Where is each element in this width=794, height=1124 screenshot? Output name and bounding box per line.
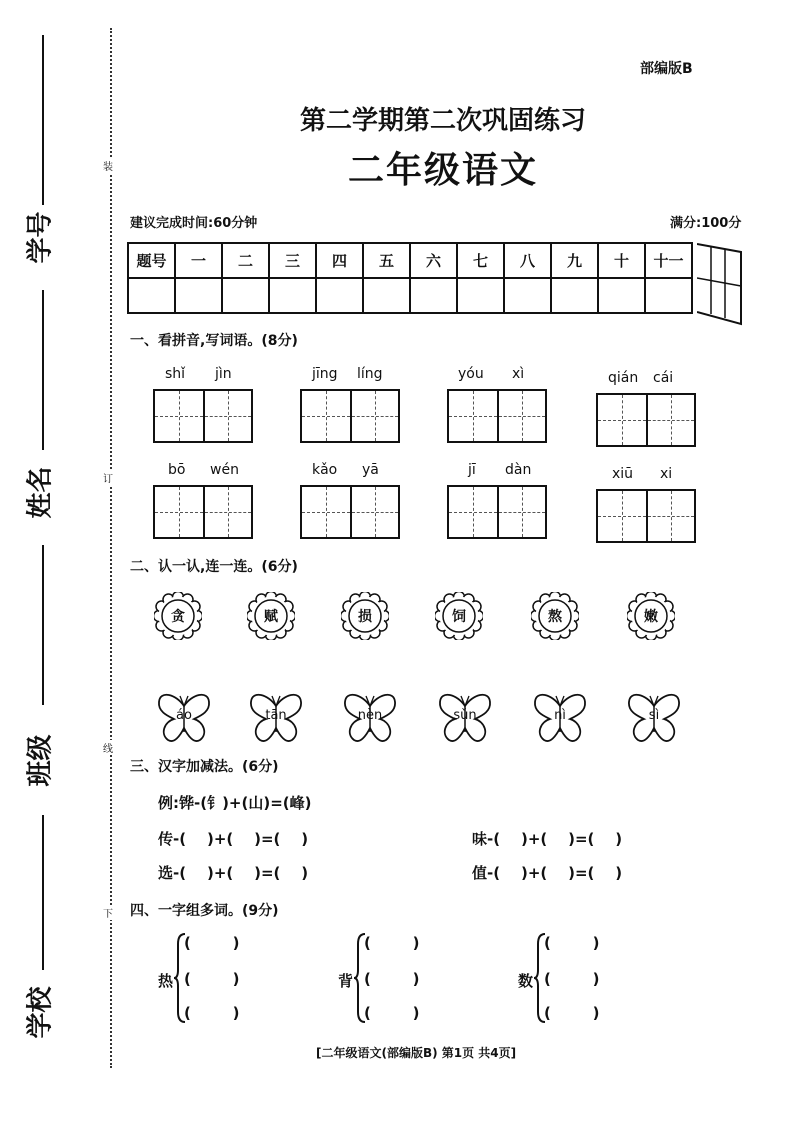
score-cell[interactable] [128,278,175,313]
pinyin: qián [608,370,639,386]
answer-blank[interactable]: ( ) [184,934,240,952]
pinyin: yā [362,462,379,478]
pinyin: jī [468,462,476,478]
answer-blank[interactable]: ( ) [544,1004,600,1022]
answer-blank[interactable]: ( ) [364,970,420,988]
section-4-title: 四、一字组多词。(9分) [130,903,279,919]
flower-char[interactable] [341,592,389,640]
writing-grid[interactable] [447,485,547,539]
score-header-cell: 二 [222,243,269,278]
score-header-cell: 十一 [645,243,692,278]
margin-line-3 [42,545,44,705]
margin-line-1 [42,35,44,205]
score-table-flap [697,242,743,326]
score-header-cell: 一 [175,243,222,278]
edition-label: 部编版B [640,61,693,77]
margin-mark: 线 [103,740,113,755]
answer-blank[interactable]: ( ) [544,934,600,952]
char-label: 贪 [171,609,185,625]
flower-char[interactable] [154,592,202,640]
answer-blank[interactable]: ( ) [184,970,240,988]
score-cell[interactable] [598,278,645,313]
pinyin: xiū [612,466,634,482]
score-header-cell: 八 [504,243,551,278]
pinyin: jìn [215,366,232,382]
char-label: 熬 [548,609,562,625]
butterfly-pinyin[interactable] [437,692,493,746]
full-score: 满分:100分 [670,216,742,231]
score-header-cell: 五 [363,243,410,278]
flower-char[interactable] [435,592,483,640]
pinyin-label: sǔn [453,708,477,723]
score-cell[interactable] [551,278,598,313]
equation[interactable]: 值-( )+( )=( ) [472,864,623,882]
char-label: 损 [358,609,372,625]
pinyin: kǎo [312,462,338,478]
section-3-title: 三、汉字加减法。(6分) [130,759,279,775]
score-cell[interactable] [645,278,692,313]
score-table-score-row [128,278,692,313]
margin-mark: 订 [103,470,113,485]
pinyin-label: áo [176,708,192,723]
equation[interactable]: 选-( )+( )=( ) [158,864,309,882]
score-header-cell: 十 [598,243,645,278]
butterfly-pinyin[interactable] [342,692,398,746]
writing-grid[interactable] [300,485,400,539]
pinyin-label: nì [554,708,566,723]
pinyin: bō [168,462,186,478]
score-header-cell: 题号 [128,243,175,278]
school-label: 学校 [25,986,56,1039]
char-label: 赋 [264,609,278,625]
flower-char[interactable] [627,592,675,640]
margin-line-2 [42,290,44,450]
char-label: 饲 [452,609,466,625]
score-header-cell: 九 [551,243,598,278]
writing-grid[interactable] [596,489,696,543]
example-equation: 例:铧-(钅)+(山)=(峰) [158,794,312,812]
answer-blank[interactable]: ( ) [364,934,420,952]
char-label: 嫩 [644,609,658,625]
butterfly-pinyin[interactable] [532,692,588,746]
equation[interactable]: 传-( )+( )=( ) [158,830,309,848]
writing-grid[interactable] [300,389,400,443]
answer-blank[interactable]: ( ) [364,1004,420,1022]
writing-grid[interactable] [153,485,253,539]
margin-mark: 装 [103,158,113,173]
score-cell[interactable] [363,278,410,313]
exam-title: 第二学期第二次巩固练习 [300,106,587,136]
score-header-cell: 三 [269,243,316,278]
pinyin: shǐ [165,366,186,382]
score-header-cell: 六 [410,243,457,278]
score-cell[interactable] [504,278,551,313]
pinyin: jīng [312,366,338,382]
target-char: 背 [338,972,354,990]
margin-mark: 下 [103,905,113,920]
flower-char[interactable] [247,592,295,640]
student-name-label: 姓名 [25,466,56,519]
class-label: 班级 [25,734,56,787]
pinyin: líng [357,366,383,382]
pinyin: dàn [505,462,532,478]
exam-subtitle: 二年级语文 [348,150,539,191]
equation[interactable]: 味-( )+( )=( ) [472,830,623,848]
score-header-cell: 四 [316,243,363,278]
writing-grid[interactable] [596,393,696,447]
pinyin: xì [512,366,525,382]
score-cell[interactable] [410,278,457,313]
writing-grid[interactable] [153,389,253,443]
score-cell[interactable] [269,278,316,313]
pinyin: yóu [458,366,484,382]
score-table-header-row [128,243,692,278]
section-2-title: 二、认一认,连一连。(6分) [130,559,298,575]
section-1-title: 一、看拼音,写词语。(8分) [130,333,298,349]
flower-char[interactable] [531,592,579,640]
score-table [127,242,693,314]
pinyin-label: sì [648,708,660,723]
pinyin: cái [653,370,674,386]
margin-line-4 [42,815,44,970]
butterfly-pinyin[interactable] [156,692,212,746]
suggested-time: 建议完成时间:60分钟 [130,216,258,231]
target-char: 热 [158,972,174,990]
pinyin: wén [210,462,239,478]
page-footer: [二年级语文(部编版B) 第1页 共4页] [316,1046,517,1060]
writing-grid[interactable] [447,389,547,443]
target-char: 数 [518,972,534,990]
score-cell[interactable] [175,278,222,313]
score-cell[interactable] [222,278,269,313]
score-cell[interactable] [316,278,363,313]
answer-blank[interactable]: ( ) [544,970,600,988]
answer-blank[interactable]: ( ) [184,1004,240,1022]
student-number-label: 学号 [25,211,56,264]
score-cell[interactable] [457,278,504,313]
butterfly-pinyin[interactable] [626,692,682,746]
pinyin-label: nèn [357,708,383,723]
pinyin-label: tān [265,708,287,723]
pinyin: xi [660,466,673,482]
score-header-cell: 七 [457,243,504,278]
butterfly-pinyin[interactable] [248,692,304,746]
